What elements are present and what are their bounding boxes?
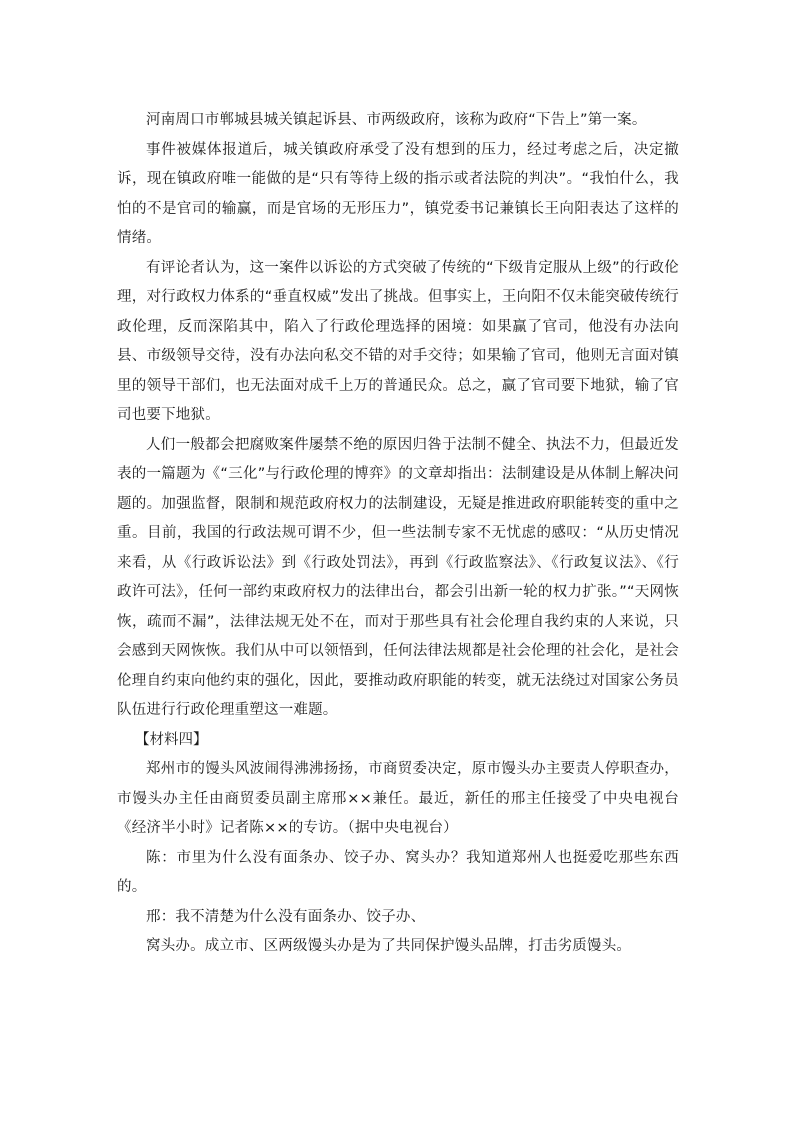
section-heading-material-four: 【材料四】 xyxy=(135,731,208,748)
document-page xyxy=(117,106,679,962)
paragraph-interview-answer-cont: 窝头办。成立市、区两级馒头办是为了共同保护馒头品牌，打击劣质馒头。 xyxy=(146,938,632,954)
paragraph-legal-ethics: 人们一般都会把腐败案件屡禁不绝的原因归咎于法制不健全、执法不力，但最近发表的一篇题为《“三化”与行政伦理的博弈》的文章却指出：法制建设是从体制上解决问题的。加强监督，限制和规范政府权力的法制建设，无疑是推进政府职能转变的重中之重。目前，我国的行政法规可谓不少，但一些法制专家不无忧虑的感叹：“从历史情况来看，从《行政诉讼法》到《行政处罚法》，再到《行政监察法》、《行政复议法》、《行政许可法》，任何一部约束政府权力的法律出台，都会引出新一轮的权力扩张。”“天网恢恢，疏而不漏”，法律法规无处不在，而对于那些具有社会伦理自我约束的人来说，只会感到天网恢恢。我们从中可以领悟到，任何法律法规都是社会伦理的社会化，是社会伦理自约束向他约束的强化，因此，要推动政府职能的转变，就无法绕过对国家公务员队伍进行行政伦理重塑这一难题。 xyxy=(117,436,679,718)
paragraph-lawsuit-intro: 河南周口市郸城县城关镇起诉县、市两级政府，该称为政府“下告上”第一案。 xyxy=(146,112,647,128)
paragraph-commentary: 有评论者认为，这一案件以诉讼的方式突破了传统的“下级肯定服从上级”的行政伦理，对行政权力体系的“垂直权威”发出了挑战。但事实上，王向阳不仅未能突破传统行政伦理，反而深陷其中，陷入了行政伦理选择的困境：如果赢了官司，他没有办法向县、市级领导交待，没有办法向私交不错的对手交待；如果输了官司，他则无言面对镇里的领导干部们，也无法面对成千上万的普通民众。总之，赢了官司要下地狱，输了官司也要下地狱。 xyxy=(117,259,679,423)
paragraph-interview-question: 陈：市里为什么没有面条办、饺子办、窝头办？我知道郑州人也挺爱吃那些东西的。 xyxy=(117,849,679,895)
paragraph-interview-answer: 邢：我不清楚为什么没有面条办、饺子办、 xyxy=(146,908,426,925)
paragraph-withdraw-suit: 事件被媒体报道后，城关镇政府承受了没有想到的压力，经过考虑之后，决定撤诉，现在镇政府唯一能做的是“只有等待上级的指示或者法院的判决”。“我怕什么，我怕的不是官司的输赢，而是官场的无形压力”，镇党委书记兼镇长王向阳表达了这样的情绪。 xyxy=(117,141,679,246)
paragraph-mantou-office: 郑州市的馒头风波闹得沸沸扬扬，市商贸委决定，原市馒头办主要责人停职查办，市馒头办主任由商贸委员副主席邢××兼任。最近，新任的邢主任接受了中央电视台《经济半小时》记者陈××的专访。（据中央电视台） xyxy=(117,761,679,836)
